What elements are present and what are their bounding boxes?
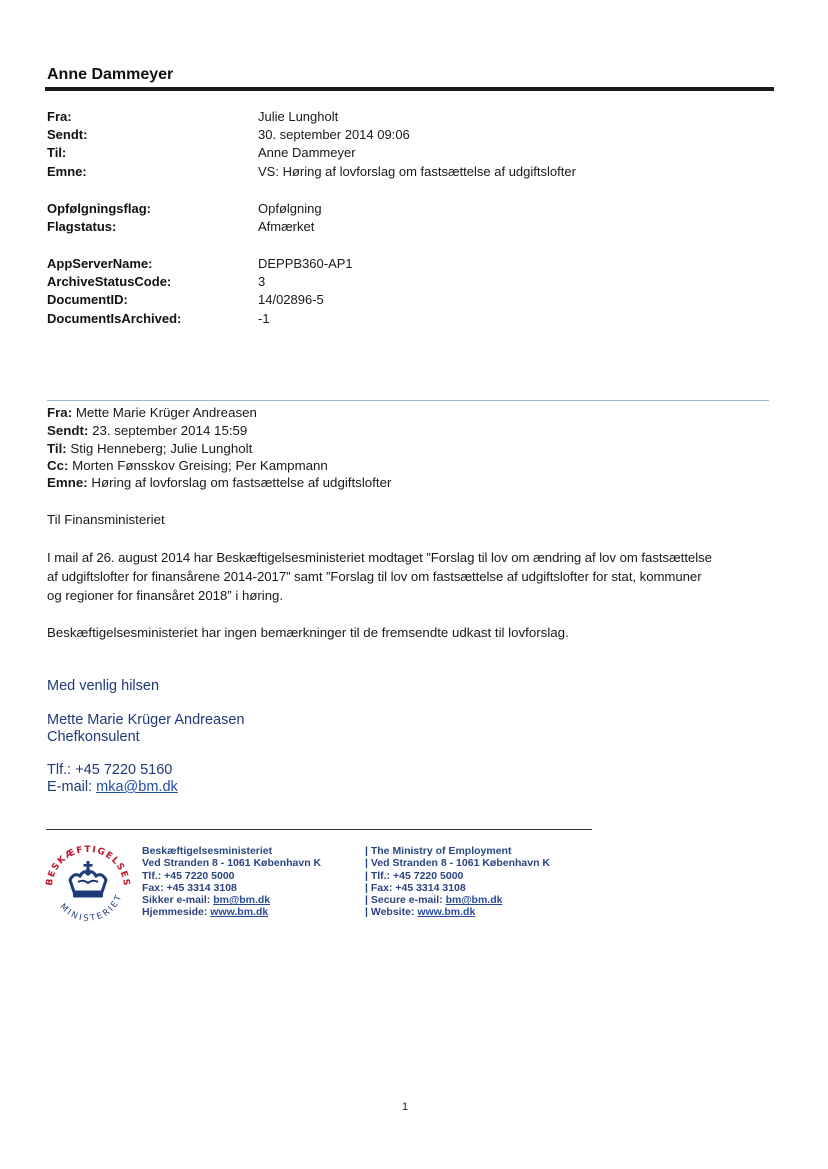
footer-da-address: Ved Stranden 8 - 1061 København K	[142, 857, 322, 870]
meta-value-document-id: 14/02896-5	[258, 292, 324, 307]
body-salutation: Til Finansministeriet	[47, 512, 165, 527]
signature-title: Chefkonsulent	[47, 729, 140, 745]
footer-en-web-label: | Website:	[365, 906, 418, 919]
footer-danish-block	[142, 845, 321, 919]
meta-value-from: Julie Lungholt	[258, 109, 339, 124]
footer-en-phone: | Tlf.: +45 7220 5000	[365, 869, 464, 882]
footer-da-secure-line	[142, 894, 321, 906]
meta-value-flag-status: Afmærket	[258, 219, 315, 234]
meta-label-followup-flag: Opfølgningsflag:	[47, 201, 151, 216]
body-paragraph-1-line-3: og regioner for finansåret 2018” i høring.	[47, 588, 284, 603]
signature-email-label: E-mail:	[47, 779, 97, 795]
fwd-cc-label: Cc:	[47, 458, 69, 473]
meta-label-subject: Emne:	[47, 164, 87, 179]
footer-en-secure-email-link[interactable]: bm@bm.dk	[445, 894, 503, 907]
footer-da-phone: Tlf.: +45 7220 5000	[142, 869, 235, 882]
meta-value-archive-status: 3	[258, 274, 266, 289]
meta-label-from: Fra:	[47, 109, 72, 124]
meta-label-flag-status: Flagstatus:	[47, 219, 117, 234]
signature-phone: Tlf.: +45 7220 5160	[47, 762, 173, 778]
meta-value-document-archived: -1	[258, 311, 270, 326]
meta-label-to: Til:	[47, 145, 67, 160]
fwd-to-label: Til:	[47, 441, 67, 456]
ministry-crown-logo	[40, 836, 136, 932]
body-paragraph-1-line-1: I mail af 26. august 2014 har Beskæftigelsesministeriet modtaget ”Forslag til lov om ændring af lov om fastsættelse	[47, 550, 712, 565]
signature-email-link[interactable]: mka@bm.dk	[96, 779, 178, 795]
footer-rule	[46, 829, 592, 830]
footer-da-fax: Fax: +45 3314 3108	[142, 881, 237, 894]
meta-value-followup-flag: Opfølgning	[258, 201, 322, 216]
fwd-from-value: Mette Marie Krüger Andreasen	[75, 405, 257, 420]
fwd-from-line	[47, 405, 257, 420]
meta-label-archive-status: ArchiveStatusCode:	[47, 274, 172, 289]
fwd-to-line	[47, 441, 252, 456]
logo-text-top: BESKÆFTIGELSES	[44, 844, 132, 888]
meta-value-to: Anne Dammeyer	[258, 145, 356, 160]
meta-label-document-id: DocumentID:	[47, 292, 128, 307]
footer-en-fax: | Fax: +45 3314 3108	[365, 881, 466, 894]
header-rule	[45, 87, 774, 91]
fwd-cc-value: Morten Fønsskov Greising; Per Kampmann	[72, 458, 328, 473]
footer-en-secure-label: | Secure e-mail:	[365, 894, 446, 907]
meta-value-sent: 30. september 2014 09:06	[258, 127, 410, 142]
fwd-subject-line	[47, 475, 391, 490]
page-number: 1	[402, 1101, 409, 1113]
signature-name: Mette Marie Krüger Andreasen	[47, 712, 245, 728]
meta-label-document-archived: DocumentIsArchived:	[47, 311, 182, 326]
footer-en-web-line	[365, 906, 550, 918]
fwd-sent-label: Sendt:	[47, 423, 89, 438]
footer-da-secure-email-link[interactable]: bm@bm.dk	[213, 894, 271, 907]
footer-english-block	[365, 845, 550, 919]
meta-value-app-server: DEPPB360-AP1	[258, 256, 353, 271]
logo-text-bottom: MINISTERIET	[57, 892, 125, 924]
meta-value-subject: VS: Høring af lovforslag om fastsættelse af udgiftslofter	[258, 164, 576, 179]
footer-da-web-link[interactable]: www.bm.dk	[210, 906, 269, 919]
footer-da-secure-label: Sikker e-mail:	[142, 894, 214, 907]
fwd-subject-label: Emne:	[47, 475, 88, 490]
footer-da-web-line	[142, 906, 321, 918]
footer-en-address: | Ved Stranden 8 - 1061 København K	[365, 857, 550, 870]
body-paragraph-2: Beskæftigelsesministeriet har ingen bemærkninger til de fremsendte udkast til lovforslag.	[47, 625, 569, 640]
footer-da-web-label: Hjemmeside:	[142, 906, 211, 919]
fwd-sent-line	[47, 423, 247, 438]
mailbox-owner-name: Anne Dammeyer	[47, 66, 174, 83]
fwd-cc-line	[47, 458, 328, 473]
body-paragraph-1-line-2: af udgiftslofter for finansårene 2014-2017” samt ”Forslag til lov om fastsættelse af udgiftslofter for stat, kommuner	[47, 569, 702, 584]
signature-email-line	[47, 779, 178, 795]
meta-label-app-server: AppServerName:	[47, 256, 153, 271]
footer-en-web-link[interactable]: www.bm.dk	[417, 906, 476, 919]
forward-separator	[47, 400, 769, 401]
footer-da-name: Beskæftigelsesministeriet	[142, 845, 273, 857]
crown-icon	[70, 861, 106, 898]
footer-en-name: | The Ministry of Employment	[365, 845, 512, 857]
signature-closing: Med venlig hilsen	[47, 678, 160, 694]
fwd-subject-value: Høring af lovforslag om fastsættelse af udgiftslofter	[91, 475, 392, 490]
fwd-sent-value: 23. september 2014 15:59	[92, 423, 248, 438]
meta-label-sent: Sendt:	[47, 127, 88, 142]
fwd-from-label: Fra:	[47, 405, 73, 420]
footer-en-secure-line	[365, 894, 550, 906]
fwd-to-value: Stig Henneberg; Julie Lungholt	[70, 441, 253, 456]
